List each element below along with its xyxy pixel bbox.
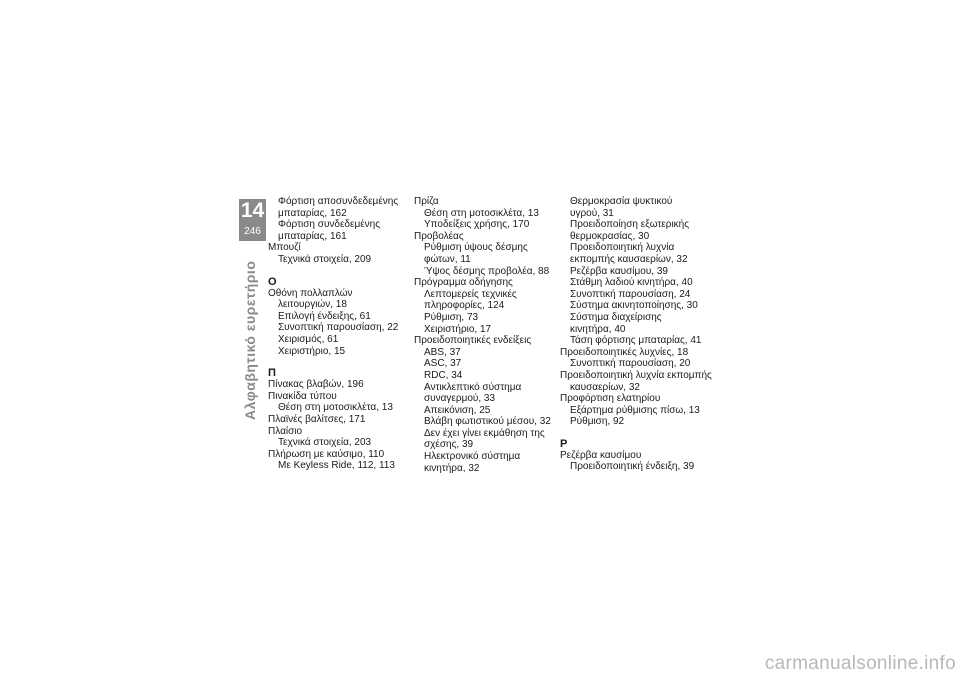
index-letter-heading: Π: [268, 367, 276, 380]
index-subentry: Φόρτιση συνδεδεμένης: [278, 219, 381, 231]
index-subentry: Προειδοποίηση εξωτερικής: [570, 219, 690, 231]
index-entry: Πλήρωση με καύσιμο, 110: [268, 448, 385, 460]
index-subentry: Σύστημα ακινητοποίησης, 30: [570, 300, 698, 312]
page-number: 246: [244, 226, 261, 237]
side-title: Αλφαβητικό ευρετήριο: [242, 260, 258, 420]
index-entry: Πλαϊνές βαλίτσες, 171: [268, 413, 366, 425]
index-entry: Πρόγραμμα οδήγησης: [414, 277, 513, 289]
index-entry: Προειδοποιητικές ενδείξεις: [414, 335, 532, 347]
index-subentry: Τεχνικά στοιχεία, 209: [278, 253, 372, 265]
index-subentry: καυσαερίων, 32: [570, 381, 640, 393]
index-subentry: Προειδοποιητική ένδειξη, 39: [570, 461, 695, 473]
index-subentry: Θερμοκρασία ψυκτικού: [570, 196, 673, 207]
index-column-1: [268, 196, 408, 472]
index-subentry: κινητήρα, 40: [570, 323, 626, 335]
index-subentry: Τεχνικά στοιχεία, 203: [278, 437, 372, 449]
index-subentry: ASC, 37: [424, 358, 462, 370]
index-subentry: RDC, 34: [424, 369, 463, 381]
index-subentry: Τάση φόρτισης μπαταρίας, 41: [570, 335, 702, 347]
index-entry: Πλαίσιο: [268, 425, 303, 437]
index-subentry: Ύψος δέσμης προβολέα, 88: [424, 265, 550, 277]
index-subentry: Στάθμη λαδιού κινητήρα, 40: [570, 277, 693, 289]
index-subentry: ABS, 37: [424, 346, 461, 358]
index-subentry: υγρού, 31: [570, 207, 614, 219]
index-entry: Οθόνη πολλαπλών: [268, 287, 353, 299]
index-subentry: πληροφορίες, 124: [424, 300, 505, 312]
index-subentry: Προειδοποιητική λυχνία: [570, 242, 675, 254]
index-entry: Πίνακας βλαβών, 196: [268, 379, 364, 391]
index-subentry: Θέση στη μοτοσικλέτα, 13: [278, 402, 393, 414]
index-subentry: Εξάρτημα ρύθμισης πίσω, 13: [570, 404, 700, 416]
index-subentry: Λεπτομερείς τεχνικές: [424, 288, 517, 300]
index-letter-heading: Ρ: [560, 437, 568, 450]
watermark: carmanualsonline.info: [764, 653, 956, 674]
index-subentry: Δεν έχει γίνει εκμάθηση της: [424, 427, 545, 439]
index-subentry: μπαταρίας, 162: [278, 207, 347, 219]
index-letter-heading: Ο: [268, 275, 277, 288]
index-column-3: [560, 196, 710, 473]
index-entry: Πινακίδα τύπου: [268, 390, 337, 402]
index-subentry: μπαταρίας, 161: [278, 230, 347, 242]
index-entry: Προειδοποιητική λυχνία εκπομπής: [560, 369, 712, 381]
index-subentry: Ρύθμιση, 92: [570, 416, 625, 428]
index-subentry: Ρύθμιση ύψους δέσμης: [424, 242, 528, 254]
index-subentry: Θέση στη μοτοσικλέτα, 13: [424, 207, 539, 219]
index-subentry: Συνοπτική παρουσίαση, 24: [570, 288, 691, 300]
index-entry: Μπουζί: [268, 242, 301, 254]
index-subentry: εκπομπής καυσαερίων, 32: [570, 253, 688, 265]
index-subentry: Χειρισμός, 61: [278, 333, 339, 345]
index-entry: Ρεζέρβα καυσίμου: [560, 449, 642, 461]
index-subentry: Χειριστήριο, 17: [424, 323, 492, 335]
index-subentry: κινητήρα, 32: [424, 462, 480, 474]
index-subentry: Ρύθμιση, 73: [424, 311, 479, 323]
chapter-tab: [239, 199, 266, 241]
index-subentry: Αντικλεπτικό σύστημα: [424, 381, 522, 393]
index-subentry: λειτουργιών, 18: [278, 299, 347, 311]
index-subentry: σχέσης, 39: [424, 439, 474, 451]
index-subentry: Υποδείξεις χρήσης, 170: [424, 219, 530, 231]
index-subentry: Σύστημα διαχείρισης: [570, 311, 662, 323]
index-entry: Προφόρτιση ελατηρίου: [560, 393, 661, 405]
index-entry: Πρίζα: [414, 196, 439, 207]
index-subentry: θερμοκρασίας, 30: [570, 230, 650, 242]
index-subentry: Με Keyless Ride, 112, 113: [278, 460, 395, 472]
index-subentry: Φόρτιση αποσυνδεδεμένης: [278, 196, 399, 207]
index-subentry: Ηλεκτρονικό σύστημα: [424, 451, 521, 463]
index-subentry: Βλάβη φωτιστικού μέσου, 32: [424, 416, 551, 428]
index-entry: Προειδοποιητικές λυχνίες, 18: [560, 346, 689, 358]
index-column-2: [414, 196, 554, 474]
index-entry: Προβολέας: [414, 230, 464, 242]
index-subentry: φώτων, 11: [424, 253, 471, 265]
index-subentry: Συνοπτική παρουσίαση, 22: [278, 322, 399, 334]
index-subentry: Απεικόνιση, 25: [424, 404, 491, 416]
index-subentry: Συνοπτική παρουσίαση, 20: [570, 358, 691, 370]
index-subentry: Επιλογή ένδειξης, 61: [278, 310, 371, 322]
index-subentry: Ρεζέρβα καυσίμου, 39: [570, 265, 668, 277]
index-subentry: Χειριστήριο, 15: [278, 345, 346, 357]
chapter-number: 14: [240, 199, 265, 222]
index-subentry: συναγερμού, 33: [424, 393, 496, 405]
